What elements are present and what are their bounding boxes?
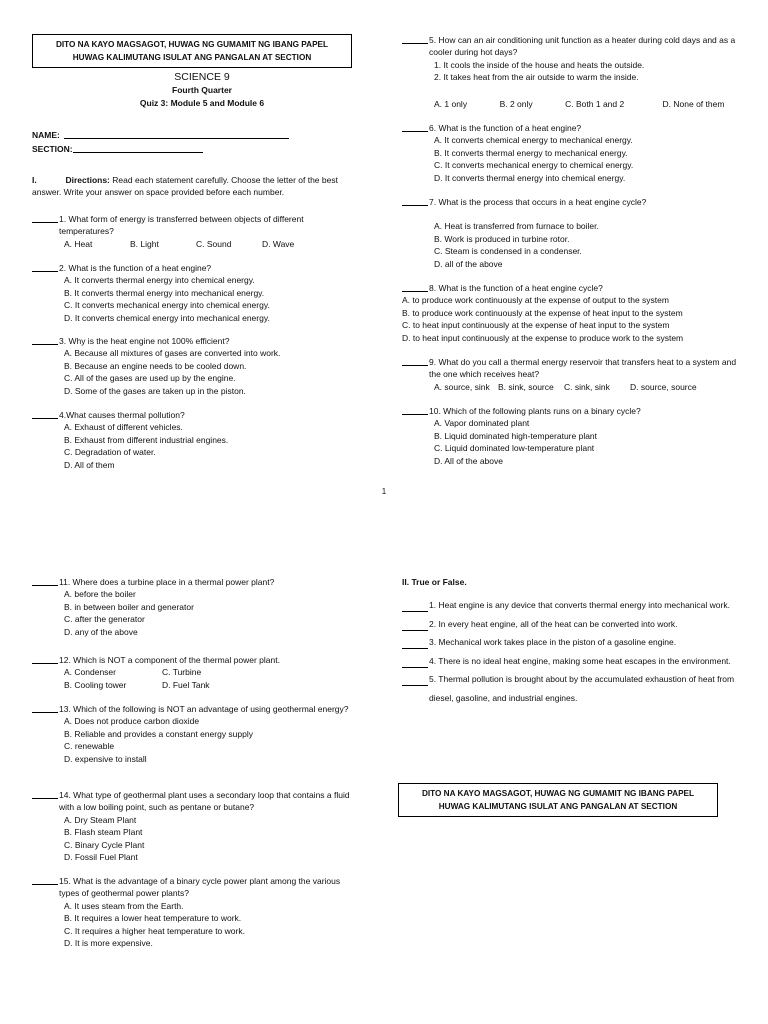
option: B. Because an engine needs to be cooled down. (64, 360, 247, 371)
option: D. It is more expensive. (64, 938, 153, 949)
option: D. to heat input continuously at the expense to produce work to the system (402, 332, 684, 343)
option: B. Reliable and provides a constant energy supply (64, 728, 254, 739)
option: A. It uses steam from the Earth. (64, 900, 184, 911)
question-stem: 7. What is the process that occurs in a heat engine cycle? (429, 197, 647, 207)
option: C. Sound (196, 238, 232, 249)
question-6 (402, 122, 742, 184)
tf-item-5 (402, 670, 742, 707)
tf-item-1 (402, 596, 742, 615)
question-7 (402, 196, 742, 270)
question-5 (402, 34, 742, 110)
question-1 (32, 213, 357, 250)
question-3 (32, 335, 357, 397)
option: B. Light (130, 238, 159, 249)
section-field[interactable] (73, 143, 203, 153)
option: C. It converts mechanical energy to chemical energy. (434, 160, 634, 171)
option: D. Fuel Tank (162, 679, 210, 690)
statement: 2. It takes heat from the air outside to warm the inside. (434, 72, 639, 83)
question-stem: 13. Which of the following is NOT an advantage of using geothermal energy? (59, 704, 349, 714)
tf-item-4 (402, 652, 742, 671)
question-8 (402, 282, 747, 344)
answer-blank[interactable] (32, 213, 58, 223)
question-9 (402, 356, 742, 393)
option: A. Exhaust of different vehicles. (64, 422, 183, 433)
answer-blank[interactable] (402, 122, 428, 132)
option: C. renewable (64, 741, 115, 752)
notice-line-2: HUWAG KALIMUTANG ISULAT ANG PANGALAN AT SECTION (438, 802, 678, 811)
question-15 (32, 875, 357, 949)
section-label: SECTION: (32, 144, 73, 155)
notice-box (32, 34, 352, 68)
notice-box-bottom (398, 783, 718, 817)
question-11 (32, 576, 357, 638)
question-12 (32, 654, 357, 691)
option: D. None of them (662, 98, 725, 109)
quiz-label: Quiz 3: Module 5 and Module 6 (139, 98, 265, 108)
option: C. Liquid dominated low-temperature plant (434, 443, 595, 454)
quarter-label: Fourth Quarter (172, 85, 232, 95)
option: D. Fossil Fuel Plant (64, 852, 138, 863)
option: C. Both 1 and 2 (565, 98, 625, 109)
question-stem: 1. What form of energy is transferred between objects of different temperatures? (59, 214, 304, 237)
option: B. to produce work continuously at the expense of heat input to the system (402, 307, 683, 318)
option: B. Exhaust from different industrial engines. (64, 434, 229, 445)
question-13 (32, 703, 357, 765)
page-number: 1 (381, 487, 387, 496)
answer-blank[interactable] (32, 335, 58, 345)
option: D. It converts chemical energy into mechanical energy. (64, 312, 270, 323)
option: D. Some of the gases are taken up in the piston. (64, 385, 246, 396)
question-stem: 4.What causes thermal pollution? (59, 410, 185, 420)
option: D. It converts thermal energy into chemical energy. (434, 172, 626, 183)
answer-blank[interactable] (402, 676, 428, 686)
option: A. It converts thermal energy into chemical energy. (64, 275, 255, 286)
question-stem: 9. What do you call a thermal energy reservoir that transfers heat to a system and the one which receives heat? (429, 357, 737, 380)
question-stem: 10. Which of the following plants runs on a binary cycle? (429, 406, 641, 416)
option: B. Liquid dominated high-temperature plant (434, 430, 598, 441)
option: A. before the boiler (64, 589, 136, 600)
answer-blank[interactable] (32, 409, 58, 419)
option: D. all of the above (434, 258, 503, 269)
option: D. source, source (630, 381, 697, 392)
option: B. Flash steam Plant (64, 827, 143, 838)
question-4 (32, 409, 357, 471)
answer-blank[interactable] (32, 703, 58, 713)
answer-blank[interactable] (32, 576, 58, 586)
answer-blank[interactable] (32, 789, 58, 799)
question-stem: 6. What is the function of a heat engine? (429, 123, 582, 133)
tf-statement: 3. Mechanical work takes place in the piston of a gasoline engine. (429, 637, 677, 647)
option: B. It converts thermal energy to mechanical energy. (434, 147, 628, 158)
directions-label: Directions: (65, 175, 110, 185)
option: C. It requires a higher heat temperature to work. (64, 925, 245, 936)
option: D. All of them (64, 459, 115, 470)
question-10 (402, 405, 742, 467)
option: C. Binary Cycle Plant (64, 839, 145, 850)
answer-blank[interactable] (32, 262, 58, 272)
tf-item-3 (402, 633, 742, 652)
tf-statement: 4. There is no ideal heat engine, making some heat escapes in the environment. (429, 655, 731, 666)
option: A. to produce work continuously at the expense of output to the system (402, 295, 669, 306)
answer-blank[interactable] (402, 282, 428, 292)
part-number: I. (32, 175, 37, 185)
option: A. Heat is transferred from furnace to boiler. (434, 221, 599, 232)
tf-statement: 2. In every heat engine, all of the heat can be converted into work. (429, 618, 678, 629)
directions (32, 174, 362, 199)
option: B. It requires a lower heat temperature to work. (64, 913, 242, 924)
answer-blank[interactable] (402, 639, 428, 649)
statement: 1. It cools the inside of the house and heats the outside. (434, 59, 645, 70)
option: A. It converts chemical energy to mechanical energy. (434, 135, 633, 146)
answer-blank[interactable] (402, 602, 428, 612)
answer-blank[interactable] (32, 875, 58, 885)
option: A. Because all mixtures of gases are converted into work. (64, 348, 281, 359)
option: A. Dry Steam Plant (64, 814, 137, 825)
option: A. Vapor dominated plant (434, 418, 530, 429)
part2-title: II. True or False. (402, 577, 467, 587)
answer-blank[interactable] (32, 654, 58, 664)
answer-blank[interactable] (402, 621, 428, 631)
answer-blank[interactable] (402, 658, 428, 668)
directions-text: Read each statement carefully. Choose the letter of the best answer. Write your answer on space provided before each number. (32, 175, 338, 198)
question-stem: 12. Which is NOT a component of the thermal power plant. (59, 655, 280, 665)
option: C. Steam is condensed in a condenser. (434, 246, 582, 257)
question-stem: 14. What type of geothermal plant uses a secondary loop that contains a fluid with a low boiling point, such as pentane or butane? (59, 790, 350, 813)
option: A. Does not produce carbon dioxide (64, 716, 200, 727)
option: C. to heat input continuously at the expense of heat input to the system (402, 320, 670, 331)
option: C. after the generator (64, 614, 145, 625)
option: D. Wave (262, 238, 295, 249)
option: C. It converts mechanical energy into chemical energy. (64, 300, 270, 311)
option: B. Work is produced in turbine rotor. (434, 233, 570, 244)
question-14 (32, 789, 357, 863)
tf-statement: 1. Heat engine is any device that converts thermal energy into mechanical work. (429, 600, 730, 610)
option: A. Heat (64, 238, 93, 249)
option: B. sink, source (498, 381, 554, 392)
option: C. sink, sink (564, 381, 610, 392)
question-stem: 15. What is the advantage of a binary cycle power plant among the various types of geothermal power plants? (59, 876, 341, 899)
option: A. Condenser (64, 667, 116, 678)
question-2 (32, 262, 357, 324)
name-label: NAME: (32, 130, 60, 140)
question-stem: 3. Why is the heat engine not 100% efficient? (59, 336, 230, 346)
option: D. expensive to install (64, 753, 147, 764)
true-false-list (402, 596, 742, 707)
subject-title: SCIENCE 9 (174, 71, 230, 83)
answer-blank[interactable] (402, 196, 428, 206)
option: B. Cooling tower (64, 679, 127, 690)
option: B. 2 only (499, 98, 533, 109)
question-stem: 2. What is the function of a heat engine? (59, 263, 212, 273)
option: A. source, sink (434, 381, 490, 392)
option: B. in between boiler and generator (64, 601, 194, 612)
notice-line-1: DITO NA KAYO MAGSAGOT, HUWAG NG GUMAMIT NG IBANG PAPEL (421, 789, 694, 798)
question-stem: 11. Where does a turbine place in a thermal power plant? (59, 577, 275, 587)
tf-statement: 5. Thermal pollution is brought about by the accumulated exhaustion of heat from diesel, gasoline, and industrial engines. (429, 674, 735, 703)
question-stem: 5. How can an air conditioning unit function as a heater during cold days and as a cooler during hot days? (429, 35, 736, 58)
tf-item-2 (402, 615, 742, 634)
answer-blank[interactable] (402, 34, 428, 44)
notice-line-1: DITO NA KAYO MAGSAGOT, HUWAG NG GUMAMIT NG IBANG PAPEL (55, 40, 328, 49)
option: C. Degradation of water. (64, 447, 156, 458)
notice-line-2: HUWAG KALIMUTANG ISULAT ANG PANGALAN AT SECTION (72, 53, 312, 62)
option: C. Turbine (162, 667, 202, 678)
option: D. All of the above (434, 455, 503, 466)
answer-blank[interactable] (402, 405, 428, 415)
quiz-header (32, 70, 372, 110)
option: B. It converts thermal energy into mechanical energy. (64, 287, 265, 298)
name-field[interactable] (64, 129, 289, 139)
option: C. All of the gases are used up by the engine. (64, 373, 236, 384)
answer-blank[interactable] (402, 356, 428, 366)
question-stem: 8. What is the function of a heat engine cycle? (429, 283, 603, 293)
option: A. 1 only (434, 98, 468, 109)
option: D. any of the above (64, 626, 138, 637)
